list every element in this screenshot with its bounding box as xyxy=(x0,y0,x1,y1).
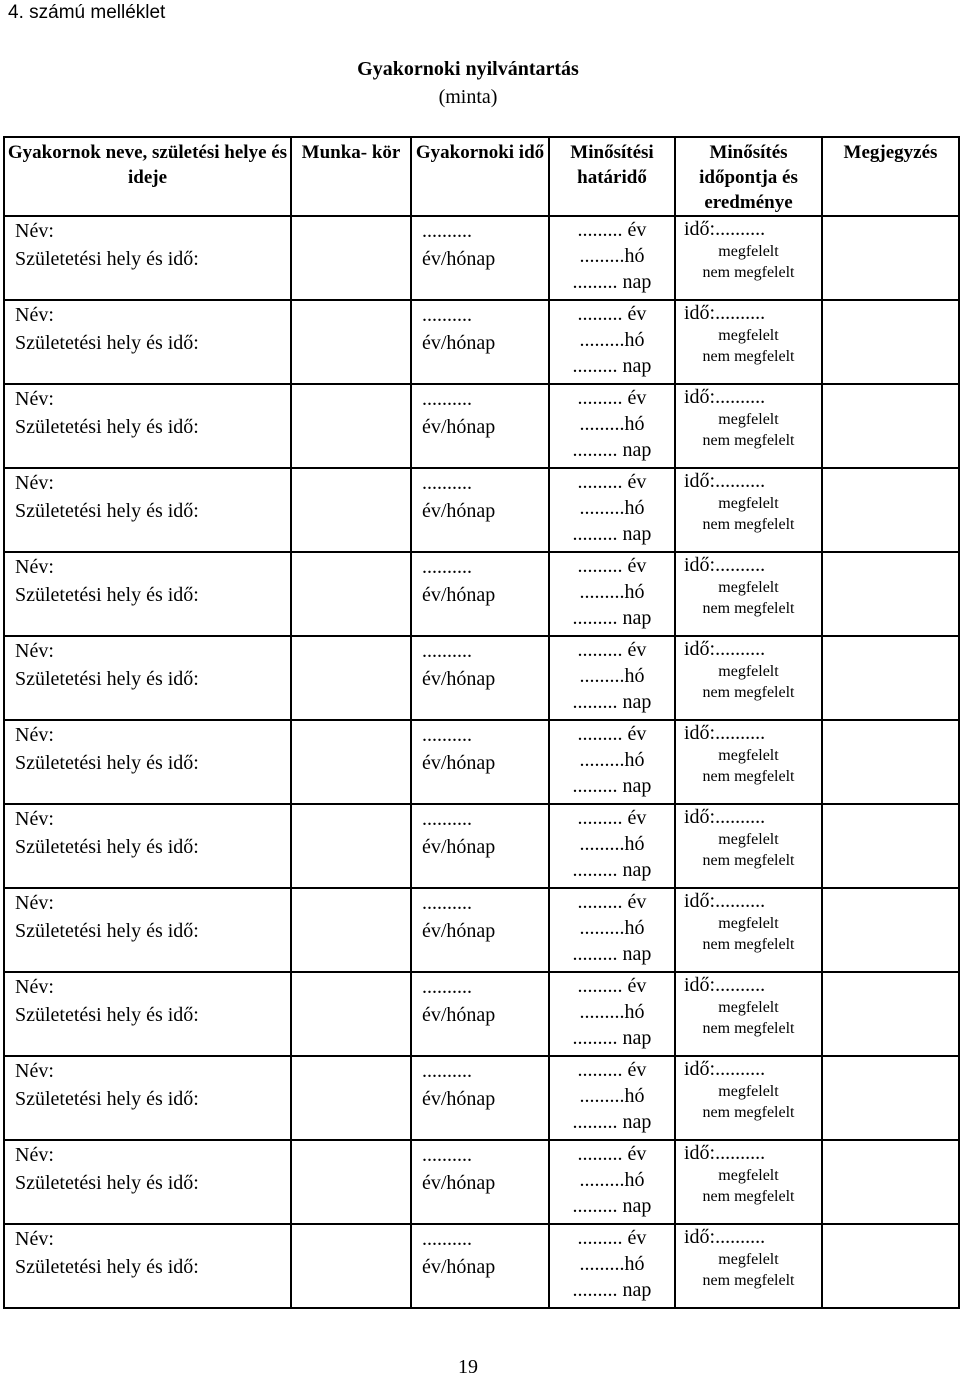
result-time: idő:.......... xyxy=(684,890,766,912)
birth-label: Születetési hely és idő: xyxy=(15,584,199,606)
period-dots: .......... xyxy=(422,640,472,662)
trainee-cell xyxy=(4,1224,291,1308)
position-cell xyxy=(291,384,411,468)
name-label: Név: xyxy=(15,1060,54,1082)
deadline-year: ......... év xyxy=(577,807,647,829)
result-cell xyxy=(675,720,822,804)
name-label: Név: xyxy=(15,892,54,914)
deadline-year: ......... év xyxy=(577,891,647,913)
result-cell xyxy=(675,1056,822,1140)
birth-label: Születetési hely és idő: xyxy=(15,1172,199,1194)
annex-label: 4. számú melléklet xyxy=(8,2,166,23)
result-pass-option: megfelelt xyxy=(718,831,779,848)
deadline-year: ......... év xyxy=(577,1059,647,1081)
column-header-trainee: Gyakornok neve, születési helye és ideje xyxy=(4,137,291,216)
trainee-cell xyxy=(4,552,291,636)
trainee-period-cell xyxy=(411,636,549,720)
deadline-month: .........hó xyxy=(579,665,645,687)
position-cell xyxy=(291,636,411,720)
deadline-year: ......... év xyxy=(577,723,647,745)
trainee-period-cell xyxy=(411,720,549,804)
deadline-month: .........hó xyxy=(579,413,645,435)
trainee-cell xyxy=(4,720,291,804)
notes-cell xyxy=(822,216,959,300)
period-dots: .......... xyxy=(422,220,472,242)
result-pass-option: megfelelt xyxy=(718,915,779,932)
result-cell xyxy=(675,384,822,468)
table-row xyxy=(4,720,959,804)
position-cell xyxy=(291,552,411,636)
position-cell xyxy=(291,1056,411,1140)
result-time: idő:.......... xyxy=(684,722,766,744)
column-header-notes: Megjegyzés xyxy=(822,137,959,216)
trainee-cell xyxy=(4,804,291,888)
result-fail-option: nem megfelelt xyxy=(702,1188,795,1205)
table-row xyxy=(4,636,959,720)
deadline-day: ......... nap xyxy=(572,1195,652,1217)
trainee-cell xyxy=(4,468,291,552)
position-cell xyxy=(291,1224,411,1308)
position-cell xyxy=(291,300,411,384)
deadline-day: ......... nap xyxy=(572,355,652,377)
deadline-day: ......... nap xyxy=(572,607,652,629)
position-cell xyxy=(291,1140,411,1224)
table-row xyxy=(4,468,959,552)
deadline-month: .........hó xyxy=(579,917,645,939)
deadline-day: ......... nap xyxy=(572,1027,652,1049)
result-cell xyxy=(675,468,822,552)
name-label: Név: xyxy=(15,724,54,746)
table-header-row xyxy=(4,137,959,216)
notes-cell xyxy=(822,888,959,972)
result-pass-option: megfelelt xyxy=(718,1251,779,1268)
deadline-year: ......... év xyxy=(577,1143,647,1165)
column-header-evaluation-deadline: Minősítési határidő xyxy=(549,137,675,216)
result-time: idő:.......... xyxy=(684,974,766,996)
trainee-cell xyxy=(4,888,291,972)
deadline-day: ......... nap xyxy=(572,271,652,293)
trainee-register-table xyxy=(3,136,960,1309)
result-pass-option: megfelelt xyxy=(718,1083,779,1100)
result-pass-option: megfelelt xyxy=(718,327,779,344)
table-row xyxy=(4,972,959,1056)
period-dots: .......... xyxy=(422,472,472,494)
position-cell xyxy=(291,804,411,888)
deadline-month: .........hó xyxy=(579,833,645,855)
deadline-day: ......... nap xyxy=(572,691,652,713)
period-unit: év/hónap xyxy=(422,500,496,522)
result-pass-option: megfelelt xyxy=(718,663,779,680)
trainee-cell xyxy=(4,1140,291,1224)
period-unit: év/hónap xyxy=(422,920,496,942)
column-header-trainee-period: Gyakornoki idő xyxy=(411,137,549,216)
trainee-cell xyxy=(4,1056,291,1140)
table-row xyxy=(4,1056,959,1140)
deadline-cell xyxy=(549,636,675,720)
period-dots: .......... xyxy=(422,556,472,578)
trainee-cell xyxy=(4,636,291,720)
deadline-month: .........hó xyxy=(579,1001,645,1023)
deadline-day: ......... nap xyxy=(572,1111,652,1133)
trainee-cell xyxy=(4,300,291,384)
deadline-cell xyxy=(549,384,675,468)
name-label: Név: xyxy=(15,472,54,494)
trainee-period-cell xyxy=(411,804,549,888)
result-cell xyxy=(675,552,822,636)
trainee-period-cell xyxy=(411,1224,549,1308)
position-cell xyxy=(291,972,411,1056)
deadline-cell xyxy=(549,468,675,552)
period-dots: .......... xyxy=(422,304,472,326)
period-dots: .......... xyxy=(422,808,472,830)
deadline-year: ......... év xyxy=(577,639,647,661)
name-label: Név: xyxy=(15,220,54,242)
result-time: idő:.......... xyxy=(684,218,766,240)
table-row xyxy=(4,300,959,384)
trainee-period-cell xyxy=(411,972,549,1056)
trainee-cell xyxy=(4,384,291,468)
result-fail-option: nem megfelelt xyxy=(702,684,795,701)
deadline-day: ......... nap xyxy=(572,1279,652,1301)
result-fail-option: nem megfelelt xyxy=(702,1104,795,1121)
result-fail-option: nem megfelelt xyxy=(702,348,795,365)
trainee-period-cell xyxy=(411,1140,549,1224)
result-time: idő:.......... xyxy=(684,302,766,324)
trainee-cell xyxy=(4,972,291,1056)
birth-label: Születetési hely és idő: xyxy=(15,836,199,858)
result-pass-option: megfelelt xyxy=(718,579,779,596)
column-header-evaluation-result: Minősítés időpontja és eredménye xyxy=(675,137,822,216)
period-dots: .......... xyxy=(422,724,472,746)
table-row xyxy=(4,888,959,972)
notes-cell xyxy=(822,384,959,468)
birth-label: Születetési hely és idő: xyxy=(15,332,199,354)
notes-cell xyxy=(822,1056,959,1140)
result-cell xyxy=(675,1140,822,1224)
deadline-day: ......... nap xyxy=(572,775,652,797)
table-row xyxy=(4,804,959,888)
deadline-year: ......... év xyxy=(577,219,647,241)
result-fail-option: nem megfelelt xyxy=(702,600,795,617)
document-subtitle: (minta) xyxy=(438,86,498,108)
deadline-month: .........hó xyxy=(579,581,645,603)
deadline-cell xyxy=(549,720,675,804)
trainee-period-cell xyxy=(411,300,549,384)
trainee-period-cell xyxy=(411,468,549,552)
deadline-year: ......... év xyxy=(577,471,647,493)
period-unit: év/hónap xyxy=(422,416,496,438)
period-dots: .......... xyxy=(422,1060,472,1082)
deadline-month: .........hó xyxy=(579,245,645,267)
trainee-period-cell xyxy=(411,216,549,300)
name-label: Név: xyxy=(15,808,54,830)
name-label: Név: xyxy=(15,1144,54,1166)
deadline-month: .........hó xyxy=(579,497,645,519)
table-body xyxy=(4,216,959,1308)
result-pass-option: megfelelt xyxy=(718,495,779,512)
page-number: 19 xyxy=(458,1356,478,1378)
deadline-month: .........hó xyxy=(579,1169,645,1191)
birth-label: Születetési hely és idő: xyxy=(15,1256,199,1278)
deadline-year: ......... év xyxy=(577,1227,647,1249)
result-cell xyxy=(675,888,822,972)
result-pass-option: megfelelt xyxy=(718,1167,779,1184)
deadline-day: ......... nap xyxy=(572,439,652,461)
column-header-position: Munka- kör xyxy=(291,137,411,216)
period-unit: év/hónap xyxy=(422,752,496,774)
trainee-cell xyxy=(4,216,291,300)
result-time: idő:.......... xyxy=(684,806,766,828)
name-label: Név: xyxy=(15,304,54,326)
name-label: Név: xyxy=(15,1228,54,1250)
deadline-year: ......... év xyxy=(577,555,647,577)
period-unit: év/hónap xyxy=(422,668,496,690)
period-unit: év/hónap xyxy=(422,332,496,354)
deadline-month: .........hó xyxy=(579,1085,645,1107)
period-unit: év/hónap xyxy=(422,1172,496,1194)
name-label: Név: xyxy=(15,556,54,578)
name-label: Név: xyxy=(15,640,54,662)
birth-label: Születetési hely és idő: xyxy=(15,500,199,522)
result-fail-option: nem megfelelt xyxy=(702,516,795,533)
deadline-day: ......... nap xyxy=(572,859,652,881)
result-fail-option: nem megfelelt xyxy=(702,432,795,449)
deadline-cell xyxy=(549,300,675,384)
deadline-cell xyxy=(549,804,675,888)
result-cell xyxy=(675,972,822,1056)
deadline-cell xyxy=(549,1056,675,1140)
deadline-year: ......... év xyxy=(577,387,647,409)
position-cell xyxy=(291,888,411,972)
result-time: idő:.......... xyxy=(684,1058,766,1080)
notes-cell xyxy=(822,636,959,720)
notes-cell xyxy=(822,720,959,804)
deadline-year: ......... év xyxy=(577,975,647,997)
trainee-period-cell xyxy=(411,1056,549,1140)
period-unit: év/hónap xyxy=(422,1004,496,1026)
deadline-cell xyxy=(549,888,675,972)
period-unit: év/hónap xyxy=(422,1088,496,1110)
deadline-cell xyxy=(549,972,675,1056)
table-row xyxy=(4,1140,959,1224)
birth-label: Születetési hely és idő: xyxy=(15,416,199,438)
result-pass-option: megfelelt xyxy=(718,999,779,1016)
period-unit: év/hónap xyxy=(422,248,496,270)
result-time: idő:.......... xyxy=(684,470,766,492)
deadline-day: ......... nap xyxy=(572,943,652,965)
deadline-day: ......... nap xyxy=(572,523,652,545)
deadline-cell xyxy=(549,552,675,636)
result-cell xyxy=(675,804,822,888)
notes-cell xyxy=(822,804,959,888)
birth-label: Születetési hely és idő: xyxy=(15,1004,199,1026)
period-unit: év/hónap xyxy=(422,584,496,606)
result-pass-option: megfelelt xyxy=(718,411,779,428)
result-time: idő:.......... xyxy=(684,1142,766,1164)
result-time: idő:.......... xyxy=(684,554,766,576)
deadline-month: .........hó xyxy=(579,1253,645,1275)
birth-label: Születetési hely és idő: xyxy=(15,752,199,774)
period-dots: .......... xyxy=(422,892,472,914)
notes-cell xyxy=(822,972,959,1056)
trainee-period-cell xyxy=(411,552,549,636)
result-fail-option: nem megfelelt xyxy=(702,936,795,953)
trainee-period-cell xyxy=(411,888,549,972)
birth-label: Születetési hely és idő: xyxy=(15,1088,199,1110)
result-cell xyxy=(675,216,822,300)
deadline-cell xyxy=(549,1224,675,1308)
period-dots: .......... xyxy=(422,388,472,410)
position-cell xyxy=(291,468,411,552)
position-cell xyxy=(291,216,411,300)
notes-cell xyxy=(822,468,959,552)
table-row xyxy=(4,384,959,468)
trainee-period-cell xyxy=(411,384,549,468)
result-cell xyxy=(675,636,822,720)
result-fail-option: nem megfelelt xyxy=(702,852,795,869)
table-row xyxy=(4,1224,959,1308)
result-fail-option: nem megfelelt xyxy=(702,264,795,281)
result-time: idő:.......... xyxy=(684,638,766,660)
document-title: Gyakornoki nyilvántartás xyxy=(357,58,579,80)
notes-cell xyxy=(822,552,959,636)
deadline-cell xyxy=(549,1140,675,1224)
period-dots: .......... xyxy=(422,1228,472,1250)
result-cell xyxy=(675,1224,822,1308)
result-pass-option: megfelelt xyxy=(718,747,779,764)
result-fail-option: nem megfelelt xyxy=(702,768,795,785)
result-fail-option: nem megfelelt xyxy=(702,1020,795,1037)
period-unit: év/hónap xyxy=(422,1256,496,1278)
name-label: Név: xyxy=(15,976,54,998)
notes-cell xyxy=(822,1224,959,1308)
birth-label: Születetési hely és idő: xyxy=(15,668,199,690)
deadline-month: .........hó xyxy=(579,749,645,771)
notes-cell xyxy=(822,300,959,384)
deadline-month: .........hó xyxy=(579,329,645,351)
notes-cell xyxy=(822,1140,959,1224)
result-cell xyxy=(675,300,822,384)
deadline-year: ......... év xyxy=(577,303,647,325)
period-dots: .......... xyxy=(422,1144,472,1166)
name-label: Név: xyxy=(15,388,54,410)
position-cell xyxy=(291,720,411,804)
birth-label: Születetési hely és idő: xyxy=(15,248,199,270)
result-fail-option: nem megfelelt xyxy=(702,1272,795,1289)
table-row xyxy=(4,216,959,300)
period-unit: év/hónap xyxy=(422,836,496,858)
period-dots: .......... xyxy=(422,976,472,998)
birth-label: Születetési hely és idő: xyxy=(15,920,199,942)
result-time: idő:.......... xyxy=(684,1226,766,1248)
result-pass-option: megfelelt xyxy=(718,243,779,260)
deadline-cell xyxy=(549,216,675,300)
table-row xyxy=(4,552,959,636)
result-time: idő:.......... xyxy=(684,386,766,408)
